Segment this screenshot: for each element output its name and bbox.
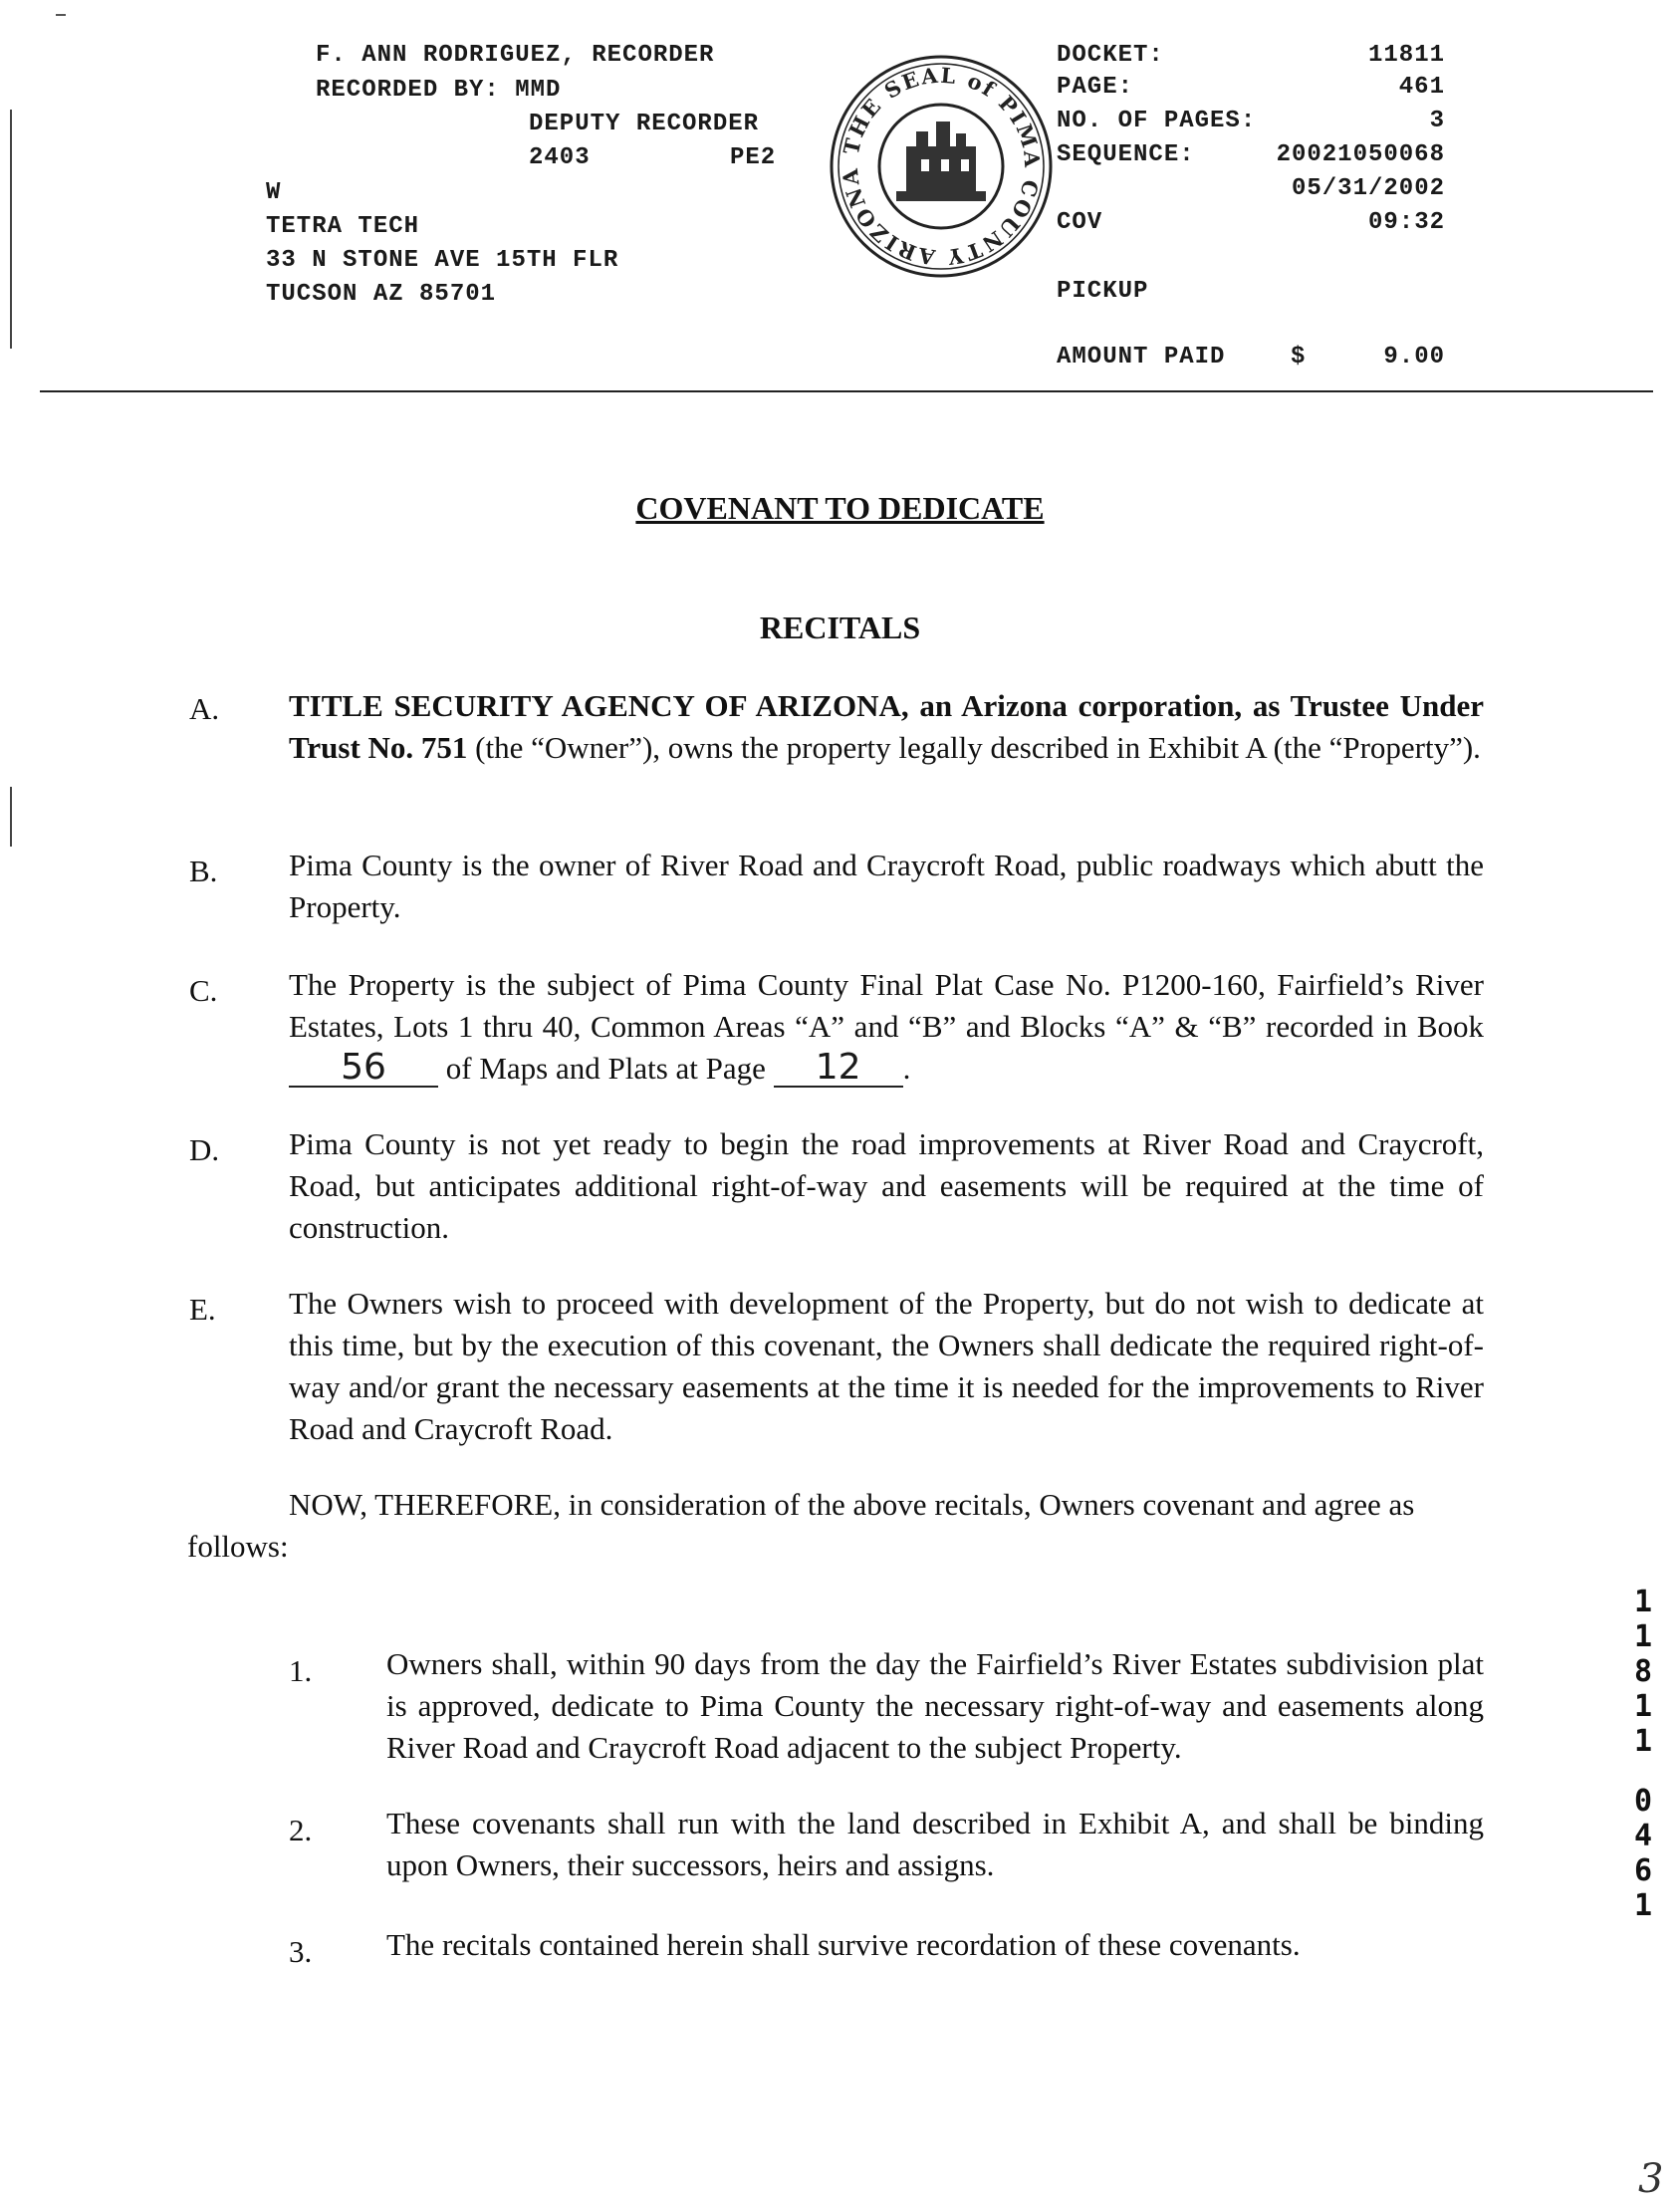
side-stamp-digit: 1 [1633, 1888, 1653, 1923]
covenant-number: 3. [289, 1934, 313, 1969]
covenant-3: The recitals contained herein shall survive recordation of these covenants. [386, 1927, 1301, 1962]
code-right: PE2 [730, 144, 777, 171]
side-stamp-digit: 1 [1633, 1619, 1653, 1654]
amount-paid-label: AMOUNT PAID [1057, 344, 1226, 370]
sequence-value: 20021050068 [1276, 141, 1445, 168]
recorder-name: F. ANN RODRIGUEZ, RECORDER [316, 42, 715, 69]
recital-letter: D. [189, 1132, 220, 1167]
recital-letter: B. [189, 854, 218, 888]
recitals-heading: RECITALS [759, 610, 921, 645]
header-divider [40, 390, 1653, 392]
w-mark: W [266, 179, 282, 206]
side-stamp-digit: 1 [1633, 1724, 1653, 1759]
recital-e: The Owners wish to proceed with development of the Property, but do not wish to dedicate at this time, but by the execution of this covenant, the Owners shall dedicate the required right-of-way and/or grant the necessary easements at the time it is needed for the improvements to River Road and Craycroft Road. [289, 1286, 1484, 1446]
side-stamp-digit: 8 [1633, 1654, 1653, 1689]
amount-paid-value: 9.00 [1383, 344, 1445, 370]
now-therefore: NOW, THEREFORE, in consideration of the above recitals, Owners covenant and agree as [289, 1487, 1415, 1522]
side-stamp-digit: 1 [1633, 1585, 1653, 1619]
svg-text:THE SEAL of PIMA COUNTY ARIZON: THE SEAL of PIMA COUNTY ARIZONA [837, 62, 1046, 271]
address-line: 33 N STONE AVE 15TH FLR [266, 247, 619, 274]
cov-label: COV [1057, 209, 1103, 236]
pickup-label: PICKUP [1057, 278, 1149, 305]
page-value: 461 [1398, 74, 1445, 101]
recital-b: Pima County is the owner of River Road and Craycroft Road, public roadways which abutt the Property. [289, 848, 1484, 924]
margin-line [10, 787, 12, 847]
code-left: 2403 [529, 144, 591, 171]
side-stamp-digit: 6 [1633, 1853, 1653, 1888]
amount-currency: $ [1291, 344, 1307, 370]
recital-letter: E. [189, 1292, 216, 1327]
address-line: TETRA TECH [266, 213, 420, 240]
recital-a: TITLE SECURITY AGENCY OF ARIZONA, an Arizona corporation, as Trustee Under Trust No. 751 (the “Owner”), owns the property legally described in Exhibit A (the “Property”). [289, 688, 1484, 765]
county-seal-image [827, 52, 1056, 281]
pages-label: NO. OF PAGES: [1057, 108, 1257, 134]
page-label: PAGE: [1057, 74, 1134, 101]
margin-line [10, 110, 12, 349]
recorded-by: RECORDED BY: MMD [316, 77, 562, 104]
sequence-label: SEQUENCE: [1057, 141, 1195, 168]
recital-letter: C. [189, 973, 218, 1008]
book-number-field: 56 [289, 1050, 438, 1088]
covenant-number: 1. [289, 1653, 313, 1688]
recital-d: Pima County is not yet ready to begin the road improvements at River Road and Craycroft, Road, but anticipates additional right-of-way and easements will be required at the time of construction. [289, 1126, 1484, 1245]
covenant-1: Owners shall, within 90 days from the day the Fairfield’s River Estates subdivision plat is approved, dedicate to Pima County the necessary right-of-way and easements along River Road and Craycroft Road adjacent to the subject Property. [386, 1646, 1484, 1765]
side-stamp-digit: 1 [1633, 1689, 1653, 1724]
docket-value: 11811 [1367, 42, 1445, 69]
follows: follows: [187, 1529, 289, 1564]
side-stamp-digit: 0 [1633, 1784, 1653, 1819]
page-mark: 3 [1638, 2156, 1664, 2202]
deputy-recorder: DEPUTY RECORDER [529, 111, 760, 137]
docket-label: DOCKET: [1057, 42, 1164, 69]
record-date: 05/31/2002 [1291, 175, 1445, 202]
recital-c: The Property is the subject of Pima County Final Plat Case No. P1200-160, Fairfield’s River Estates, Lots 1 thru 40, Common Areas “A” and “B” and Blocks “A” & “B” recorded in Book 56 of Maps and Plats at Page 12 . [289, 967, 1485, 1088]
stray-mark [56, 14, 66, 16]
side-stamp-digit: 4 [1633, 1819, 1653, 1853]
covenant-2: These covenants shall run with the land described in Exhibit A, and shall be binding upon Owners, their successors, heirs and assigns. [386, 1806, 1484, 1882]
document-title: COVENANT TO DEDICATE [635, 490, 1045, 526]
page-number-field: 12 [774, 1050, 903, 1088]
pages-value: 3 [1429, 108, 1445, 134]
covenant-number: 2. [289, 1813, 313, 1847]
recital-letter: A. [189, 691, 220, 726]
record-time: 09:32 [1367, 209, 1445, 236]
address-line: TUCSON AZ 85701 [266, 281, 497, 308]
